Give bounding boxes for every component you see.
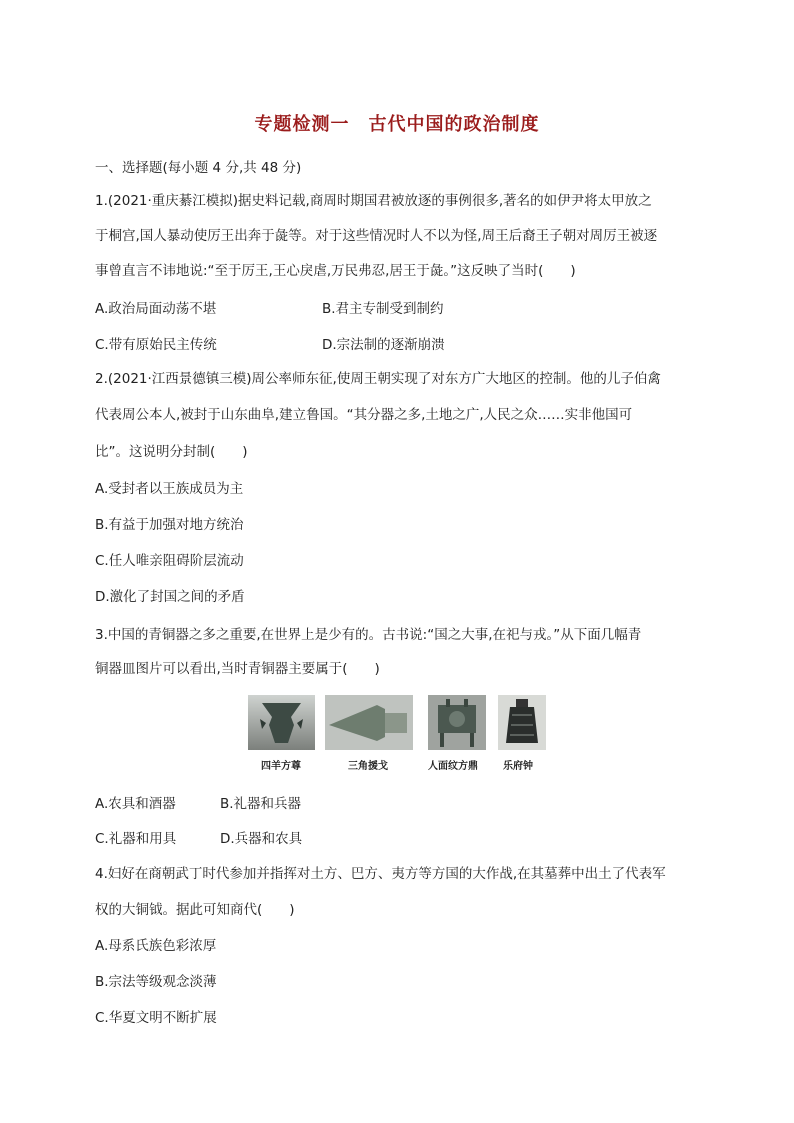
q4-line-2: 权的大铜钺。据此可知商代( ): [95, 902, 295, 918]
q1-option-b: B.君主专制受到制约: [322, 301, 444, 317]
section-heading: 一、选择题(每小题 4 分,共 48 分): [95, 160, 302, 176]
q2-option-b: B.有益于加强对地方统治: [95, 517, 244, 533]
page-title: 专题检测一 古代中国的政治制度: [254, 114, 540, 135]
q3-option-c: C.礼器和用具: [95, 831, 177, 847]
q2-line-2: 代表周公本人,被封于山东曲阜,建立鲁国。“其分器之多,土地之广,人民之众……实非他国可: [95, 407, 633, 423]
q3-option-a: A.农具和酒器: [95, 796, 176, 812]
q4-option-a: A.母系氏族色彩浓厚: [95, 938, 217, 954]
caption-human-face-ding: 人面纹方鼎: [428, 761, 478, 772]
q1-option-c: C.带有原始民主传统: [95, 337, 217, 353]
q4-line-1: 4.妇好在商朝武丁时代参加并指挥对土方、巴方、夷方等方国的大作战,在其墓葬中出土了代表军: [95, 866, 666, 882]
q2-line-3: 比”。这说明分封制( ): [95, 444, 248, 460]
yuefu-bell-image: [498, 695, 546, 750]
q2-line-1: 2.(2021·江西景德镇三模)周公率师东征,使周王朝实现了对东方广大地区的控制。他的儿子伯禽: [95, 371, 661, 387]
human-face-ding-image: [428, 695, 486, 750]
q1-line-1: 1.(2021·重庆綦江模拟)据史料记载,商周时期国君被放逐的事例很多,著名的如伊尹将太甲放之: [95, 193, 652, 209]
q2-option-d: D.激化了封国之间的矛盾: [95, 589, 245, 605]
four-ram-zun-image: [248, 695, 315, 750]
q1-option-a: A.政治局面动荡不堪: [95, 301, 217, 317]
q1-line-3: 事曾直言不讳地说:“至于厉王,王心戾虐,万民弗忍,居王于彘。”这反映了当时( ): [95, 263, 576, 279]
bronze-ware-figure: [248, 695, 548, 775]
q4-option-b: B.宗法等级观念淡薄: [95, 974, 217, 990]
caption-four-ram-zun: 四羊方尊: [261, 761, 301, 772]
q2-option-c: C.任人唯亲阻碍阶层流动: [95, 553, 244, 569]
q2-option-a: A.受封者以王族成员为主: [95, 481, 244, 497]
q1-option-d: D.宗法制的逐渐崩溃: [322, 337, 445, 353]
q4-option-c: C.华夏文明不断扩展: [95, 1010, 217, 1026]
caption-triangular-ge: 三角援戈: [348, 761, 388, 772]
q3-line-2: 铜器皿图片可以看出,当时青铜器主要属于( ): [95, 661, 380, 677]
q3-line-1: 3.中国的青铜器之多之重要,在世界上是少有的。古书说:“国之大事,在祀与戎。”从下面几幅青: [95, 627, 642, 643]
q3-option-d: D.兵器和农具: [220, 831, 303, 847]
q1-line-2: 于桐宫,国人暴动使厉王出奔于彘等。对于这些情况时人不以为怪,周王后裔王子朝对周厉王被逐: [95, 228, 658, 244]
q3-option-b: B.礼器和兵器: [220, 796, 302, 812]
caption-yuefu-bell: 乐府钟: [503, 761, 533, 772]
triangular-ge-dagger-image: [325, 695, 413, 750]
